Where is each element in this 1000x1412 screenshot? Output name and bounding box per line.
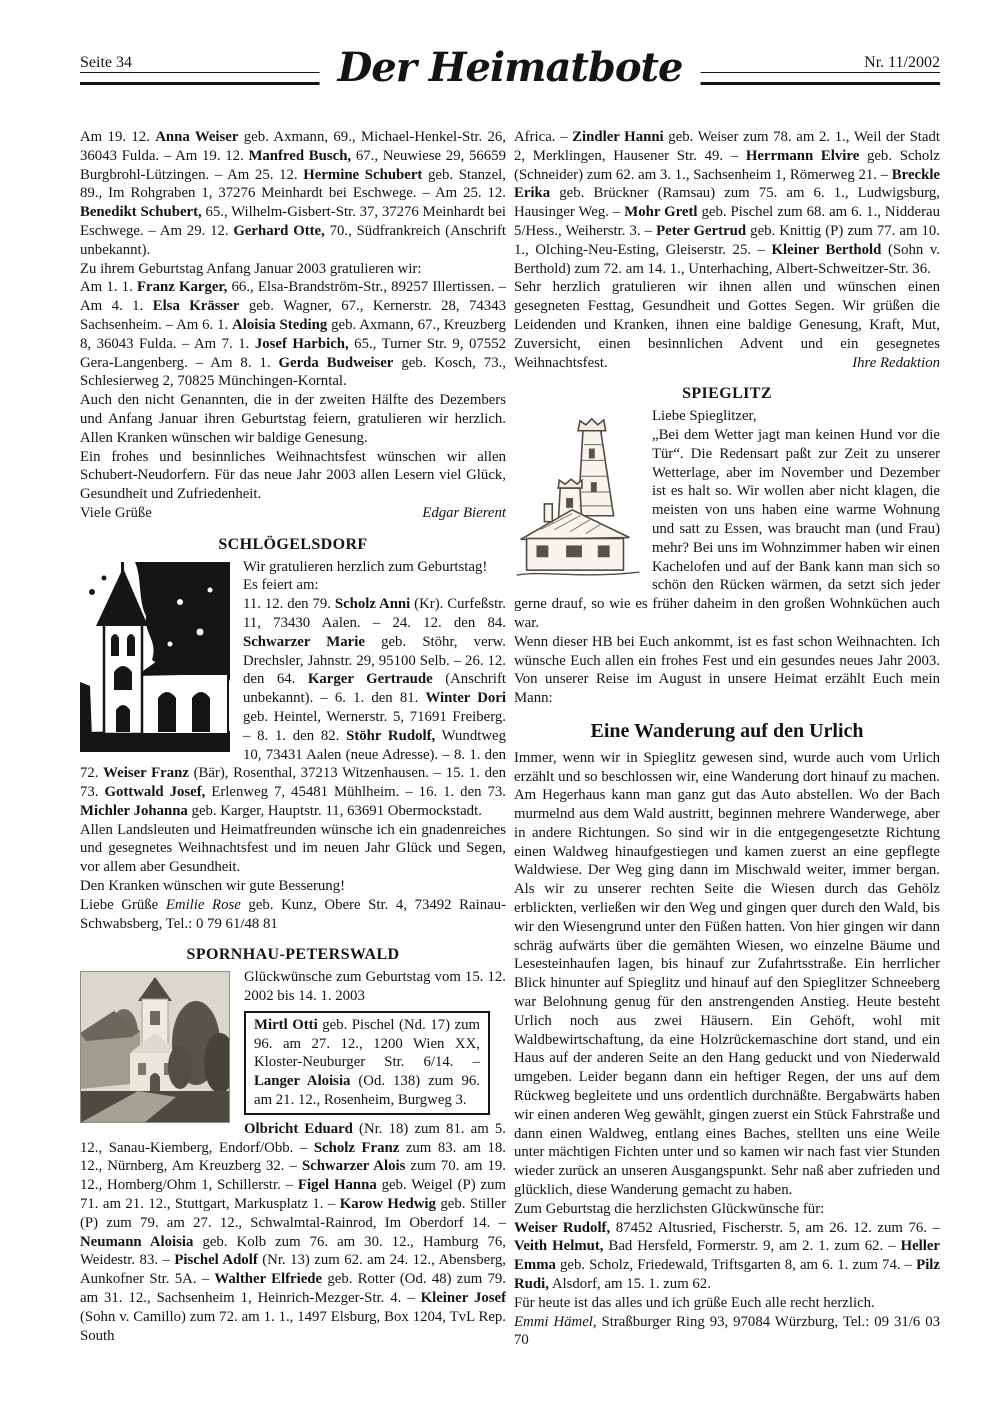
page-header xyxy=(80,42,940,112)
paragraph-birthdays-continued: Africa. – Zindler Hanni geb. Weiser zum 78. am 2. 1., Weil der Stadt 2, Merklingen, Hausener Str. 49. – Herrmann Elvire geb. Scholz (Schneider) zum 62. am 3. 1., Sachsenheim 1, Römerweg 21. – Breckle Erika geb. Brückner (Ramsau) zum 75. am 6. 1., Ludwigsburg, Hausinger Weg. – Mohr Gretl geb. Pischel zum 68. am 6. 1., Nidderau 5/Hess., Weiherstr. 3. – Peter Gertrud geb. Knittig (P) zum 77. am 10. 1., Olching-Neu-Esting, Gleiserstr. 25. – Kleiner Berthold (Sohn v. Berthold) zum 72. am 14. 1., Unterhaching, Albert-Schweitzer-Str. 36. xyxy=(514,129,941,277)
schloegelsdorf-church-illustration xyxy=(80,562,230,752)
editorial-text: Sehr herzlich gratulieren wir ihnen allen und wünschen einen gesegneten Festtag, Gesundheit und Gottes Segen. Wir grüßen die Leidenden und Kranken, ihnen eine baldige Genesung, Kraft, Mut, Zuversicht, einen besinnlichen Advent und ein gesegnetes Weihnachtsfest. xyxy=(514,279,940,371)
schloegelsdorf-recovery-wish: Den Kranken wünschen wir gute Besserung! xyxy=(80,878,346,895)
issue-number: Nr. 11/2002 xyxy=(864,54,940,71)
spornhau-church-photo xyxy=(80,971,230,1123)
spieglitz-weather-paragraph: „Bei dem Wetter jagt man keinen Hund vor die Tür“. Die Redensart paßt zur Zeit zu unserer Wetterlage, aber im November und Dezember ist es halt so. Wir wollen aber nicht klagen, die meisten von uns haben eine warme Wohnung und satt zu Essen, was braucht man (und Frau) mehr? Bei uns im Wohnzimmer haben wir einen Kachelofen und auf der Bank kann man sich so schön den Rücken wärmen, da setzt sich jeder gerne drauf, so wie es früher daheim in den großen Wohnküchen auch war. xyxy=(514,426,940,631)
paragraph-intro-january: Zu ihrem Geburtstag Anfang Januar 2003 gratulieren wir: xyxy=(80,260,422,277)
paragraph-unnamed-birthdays: Auch den nicht Genannten, die in der zweiten Hälfte des Dezembers und Anfang Januar ihren Geburtstag feiern, gratulieren wir herzlich. Allen Kranken wünschen wir baldige Genesung. xyxy=(80,392,506,446)
spieglitz-salutation: Liebe Spieglitzer, xyxy=(652,408,757,425)
page-number: Seite 34 xyxy=(80,54,132,71)
spieglitz-tower-sketch xyxy=(514,409,642,582)
schloegelsdorf-birthday-list: 11. 12. den 79. Scholz Anni (Kr). Curfeßstr. 11, 73430 Aalen. – 24. 12. den 84. Schwarzer Marie geb. Stöhr, verw. Drechsler, Jahnstr. 29, 95100 Selb. – 26. 12. den 64. Karger Gertraude (Anschrift unbekannt). – 6. 1. den 81. Winter Dori geb. Heintel, Wernerstr. 5, 71691 Freiberg. – 8. 1. den 82. Stöhr Rudolf, Wundtweg 10, 73431 Aalen (neue Adresse). – 8. 1. den 72. Weiser Franz (Bär), Rosenthal, 37213 Witzenhausen. – 15. 1. den 73. Gottwald Josef, Erlenweg 7, 45481 Mühlheim. – 16. 1. den 73. Michler Johanna geb. Karger, Hauptstr. 11, 63691 Obermockstadt. xyxy=(80,596,507,819)
section-title-schloegelsdorf: SCHLÖGELSDORF xyxy=(218,535,368,553)
section-title-spieglitz: SPIEGLITZ xyxy=(682,385,772,403)
greeting-row xyxy=(80,504,506,523)
schloegelsdorf-celebrates: Es feiert am: xyxy=(243,577,319,594)
paragraph-birthdays-december: Am 19. 12. Anna Weiser geb. Axmann, 69., Michael-Henkel-Str. 26, 36043 Fulda. – Am 19. 12. Manfred Busch, 67., Neuwiese 29, 56659 Burgbrohl-Lützingen. – Am 25. 12. Hermine Schubert geb. Stanzel, 89., Im Rohgraben 1, 37276 Meinhardt bei Eschwege. – Am 25. 12. Benedikt Schubert, 65., Wilhelm-Gisbert-Str. 37, 37276 Meinhardt bei Eschwege. – Am 29. 12. Gerhard Otte, 70., Südfrankreich (Anschrift unbekannt). xyxy=(80,129,506,258)
wanderung-story: Immer, wenn wir in Spieglitz gewesen sind, wurde auch vom Urlich erzählt und so beschlossen wir, eine Wanderung dort hinauf zu machen. Am Hegerhaus kann man ganz gut das Auto abstellen. Wo der Bach murmelnd aus dem Wald austritt, beginnen mehrere Wanderwege, aber in andere Richtungen. So sind wir in die entgegengesetzte Richtung einen Waldweg hinaufgestiegen und kamen zuerst an eine gepflegte Waldwiese. Der Weg ging dann im Mischwald weiter, immer bergan. Als wir zu unserer rechten Seite die Wiesen durch das Gehölz erblickten, verließen wir den Weg und gingen quer durch den Wald, bis wir den Wiesengrund unter den Füßen hatten. Von hier gingen wir dann schräg aufwärts über die gemähten Wiesen, wo einzelne Bäume und Lesesteinhaufen lagen, bis hinauf zur Zufahrtsstraße. Ein herrlicher Blick hinunter auf Spieglitz und hinauf auf den Spieglitzer Schneeberg war Belohnung genug für den anstrengenden Anstieg. Heute besteht Urlich noch aus zwei Häusern. Ein Gehöft, wohl mit Waldbewirtschaftung, da eine Holzrückemaschine dort stand, und ein Haus auf der anderen Seite an den Hang geduckt und von Niederwald umgeben. Leider begann dann ein heftiger Regen, der uns auf dem Rückweg begleitete und uns ordentlich durchnäßte. Bergabwärts haben wir einen anderen Weg gewählt, gingen zuerst ein Stück Fahrstraße und dann einen Waldweg, entlang eines Baches, stellten uns eine Weile unter mächtigen Fichten unter und so kamen wir nach fast vier Stunden wieder zurück an unseren Ausgangspunkt. Sehr naß aber zufrieden und glücklich, diese Wanderung gemacht zu haben. xyxy=(514,749,940,1199)
editorial-greeting xyxy=(514,278,940,372)
signature-redaktion: Ihre Redaktion xyxy=(852,354,940,371)
article-title-wanderung: Eine Wanderung auf den Urlich xyxy=(590,719,864,742)
wanderung-closing: Für heute ist das alles und ich grüße Euch alle recht herzlich. xyxy=(514,1294,875,1311)
masthead-title: Der Heimatbote xyxy=(320,42,701,94)
schloegelsdorf-blessing: Allen Landsleuten und Heimatfreunden wünsche ich ein gnadenreiches und gesegnetes Weihnachtsfest und im neuen Jahr Glück und Segen, vor allem aber Gesundheit. xyxy=(80,821,506,876)
wanderung-contact: Emmi Hämel, Straßburger Ring 93, 97084 Würzburg, Tel.: 09 31/6 03 70 xyxy=(514,1313,940,1349)
greeting-text: Viele Grüße xyxy=(80,504,152,521)
spornhau-box-text: Mirtl Otti geb. Pischel (Nd. 17) zum 96. am 27. 12., 1200 Wien XX, Kloster-Neuburger Str. 6/14. – Langer Aloisia (Od. 138) zum 96. am 21. 12., Rosenheim, Burgweg 3. xyxy=(254,1016,481,1109)
spieglitz-christmas-paragraph: Wenn dieser HB bei Euch ankommt, ist es fast schon Weihnachten. Ich wünsche Euch allen ein frohes Fest und ein gesundes neues Jahr 2003. Von unserer Reise im August in unsere Heimat erzählt Euch mein Mann: xyxy=(514,633,940,707)
spornhau-intro: Glückwünsche zum Geburtstag vom 15. 12. 2002 bis 14. 1. 2003 xyxy=(244,969,506,1005)
section-title-spornhau: SPORNHAU-PETERSWALD xyxy=(186,946,400,964)
right-column xyxy=(514,128,940,1350)
wanderung-birthday-names: Weiser Rudolf, 87452 Altusried, Fischerstr. 5, am 26. 12. zum 76. – Veith Helmut, Bad Hersfeld, Formerstr. 9, am 2. 1. zum 62. – Heller Emma geb. Scholz, Friedewald, Triftsgarten 8, am 6. 1. zum 74. – Pilz Rudi, Alsdorf, am 15. 1. zum 62. xyxy=(514,1219,941,1293)
spornhau-birthday-list: Olbricht Eduard (Nr. 18) zum 81. am 5. 12., Sanau-Kiemberg, Endorf/Obb. – Scholz Franz zum 83. am 18. 12., Nürnberg, Am Kreuzberg 32. – Schwarzer Alois zum 70. am 19. 12., Homberg/Ohm 1, Schillerstr. – Figel Hanna geb. Weigel (P) zum 71. am 21. 12., Stuttgart, Markusplatz 1. – Karow Hedwig geb. Stiller (P) zum 79. am 27. 12., Schwalmtal-Rainrod, Im Oberdorf 14. – Neumann Aloisia geb. Kolb zum 76. am 30. 12., Hamburg 76, Weidestr. 83. – Pischel Adolf (Nr. 13) zum 62. am 24. 12., Abensberg, Aunkofner Str. 5A. – Walther Elfriede geb. Rotter (Od. 48) zum 79. am 31. 12., Sachsenheim 1, Heinrich-Mezger-Str. 4. – Kleiner Josef (Sohn v. Camillo) zum 72. am 1. 1., 1497 Elsburg, Box 1204, TvL Rep. South xyxy=(80,1120,507,1344)
schloegelsdorf-congrats: Wir gratulieren herzlich zum Geburtstag! xyxy=(243,558,488,575)
paragraph-christmas-wish: Ein frohes und besinnliches Weihnachtsfest wünschen wir allen Schubert-Neudorfern. Für das neue Jahr 2003 allen Lesern viel Glück, Gesundheit und Zufriedenheit. xyxy=(80,448,506,503)
signature-edgar-bierent: Edgar Bierent xyxy=(422,504,506,521)
schloegelsdorf-contact: Liebe Grüße Emilie Rose geb. Kunz, Obere Str. 4, 73492 Rainau-Schwabsberg, Tel.: 0 79 61/48 81 xyxy=(80,896,506,932)
two-column-body xyxy=(80,128,940,1350)
spornhau-birthday-box xyxy=(244,1011,490,1115)
paragraph-birthdays-january: Am 1. 1. Franz Karger, 66., Elsa-Brandström-Str., 89257 Illertissen. – Am 4. 1. Elsa Krässer geb. Wagner, 67., Kernerstr. 28, 74343 Sachsenheim. – Am 6. 1. Aloisia Steding geb. Axmann, 67., Kreuzberg 8, 36043 Fulda. – Am 7. 1. Josef Harbich, 65., Turner Str. 9, 07552 Gera-Langenberg. – Am 8. 1. Gerda Budweiser geb. Kosch, 73., Schlesierweg 2, 70825 Münchingen-Korntal. xyxy=(80,279,506,390)
left-column xyxy=(80,128,506,1350)
wanderung-birthday-intro: Zum Geburtstag die herzlichsten Glückwünsche für: xyxy=(514,1200,825,1217)
